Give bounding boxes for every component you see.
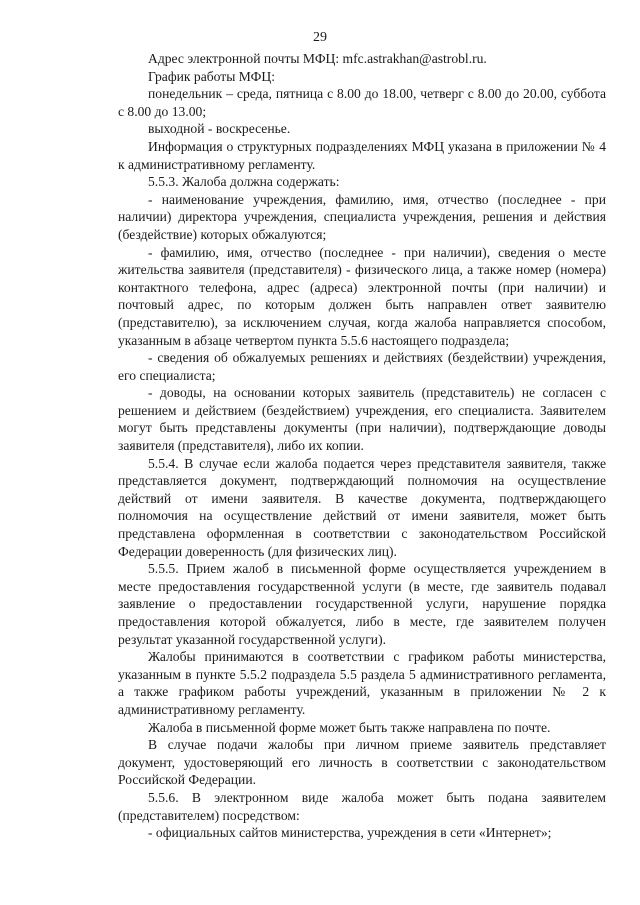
- paragraph-5-5-3: 5.5.3. Жалоба должна содержать:: [148, 174, 340, 190]
- paragraph-5-5-5: 5.5.5. Прием жалоб в письменной форме осуществляется учреждением в месте предоставления государственной услуги (в месте, где заявитель подавал заявление о предоставлении государственной услуги, нарушение порядка предоставления которой обжалуется, либо в месте, где заявителем получен результат указанной государственной услуги).: [118, 561, 606, 647]
- paragraph-complaints-schedule: Жалобы принимаются в соответствии с графиком работы министерства, указанным в пункте 5.5.2 подраздела 5.5 раздела 5 административного регламента, а также графиком работы учреждений, указанным в приложении № 2 к административному регламенту.: [118, 649, 606, 717]
- paragraph-mfc-structure-info: Информация о структурных подразделениях МФЦ указана в приложении № 4 к административному регламенту.: [118, 138, 606, 172]
- paragraph-mfc-day-off: выходной - воскресенье.: [148, 121, 291, 137]
- paragraph-5-5-6: 5.5.6. В электронном виде жалоба может быть подана заявителем (представителем) посредством:: [118, 789, 606, 823]
- page-number: 29: [313, 30, 327, 45]
- document-body: [118, 50, 606, 842]
- paragraph-item-applicant-details: - фамилию, имя, отчество (последнее - при наличии), сведения о месте жительства заявителя (представителя) - физического лица, а также номер (номера) контактного телефона, адрес (адреса) электронной почты (при наличии) и почтовый адрес, по которым должен быть направлен ответ заявителю (представителю), за исключением случая, когда жалоба направляется способом, указанным в абзаце четвертом пункта 5.5.6 настоящего подраздела;: [118, 244, 606, 348]
- paragraph-item-arguments: - доводы, на основании которых заявитель (представитель) не согласен с решением и действием (бездействием) учреждения, его специалиста. Заявителем могут быть представлены документы (при наличии), подтверждающие доводы заявителя (представителя), либо их копии.: [118, 385, 606, 454]
- paragraph-mfc-schedule-weekdays: понедельник – среда, пятница с 8.00 до 18.00, четверг с 8.00 до 20.00, суббота с 8.00 до 13.00;: [118, 86, 606, 119]
- paragraph-item-institution-name: - наименование учреждения, фамилию, имя, отчество (последнее - при наличии) директора учреждения, специалиста учреждения, решения и действия (бездействие) которых обжалуются;: [118, 191, 606, 242]
- paragraph-mfc-schedule-heading: График работы МФЦ:: [148, 68, 275, 84]
- paragraph-complaint-by-mail: Жалоба в письменной форме может быть также направлена по почте.: [148, 719, 551, 735]
- paragraph-5-5-4: 5.5.4. В случае если жалоба подается через представителя заявителя, также представляется документ, подтверждающий полномочия на осуществление действий от имени заявителя. В качестве документа, подтверждающего полномочия на осуществление действий от имени заявителя, может быть представлена оформленная в соответствии с законодательством Российской Федерации доверенность (для физических лиц).: [118, 455, 606, 559]
- paragraph-personal-reception: В случае подачи жалобы при личном приеме заявитель представляет документ, удостоверяющий его личность в соответствии с законодательством Российской Федерации.: [118, 737, 606, 788]
- paragraph-item-decisions-info: - сведения об обжалуемых решениях и действиях (бездействии) учреждения, его специалиста;: [118, 350, 606, 383]
- paragraph-item-official-sites: - официальных сайтов министерства, учреждения в сети «Интернет»;: [148, 825, 552, 841]
- paragraph-mfc-email: Адрес электронной почты МФЦ: mfc.astrakhan@astrobl.ru.: [148, 51, 487, 66]
